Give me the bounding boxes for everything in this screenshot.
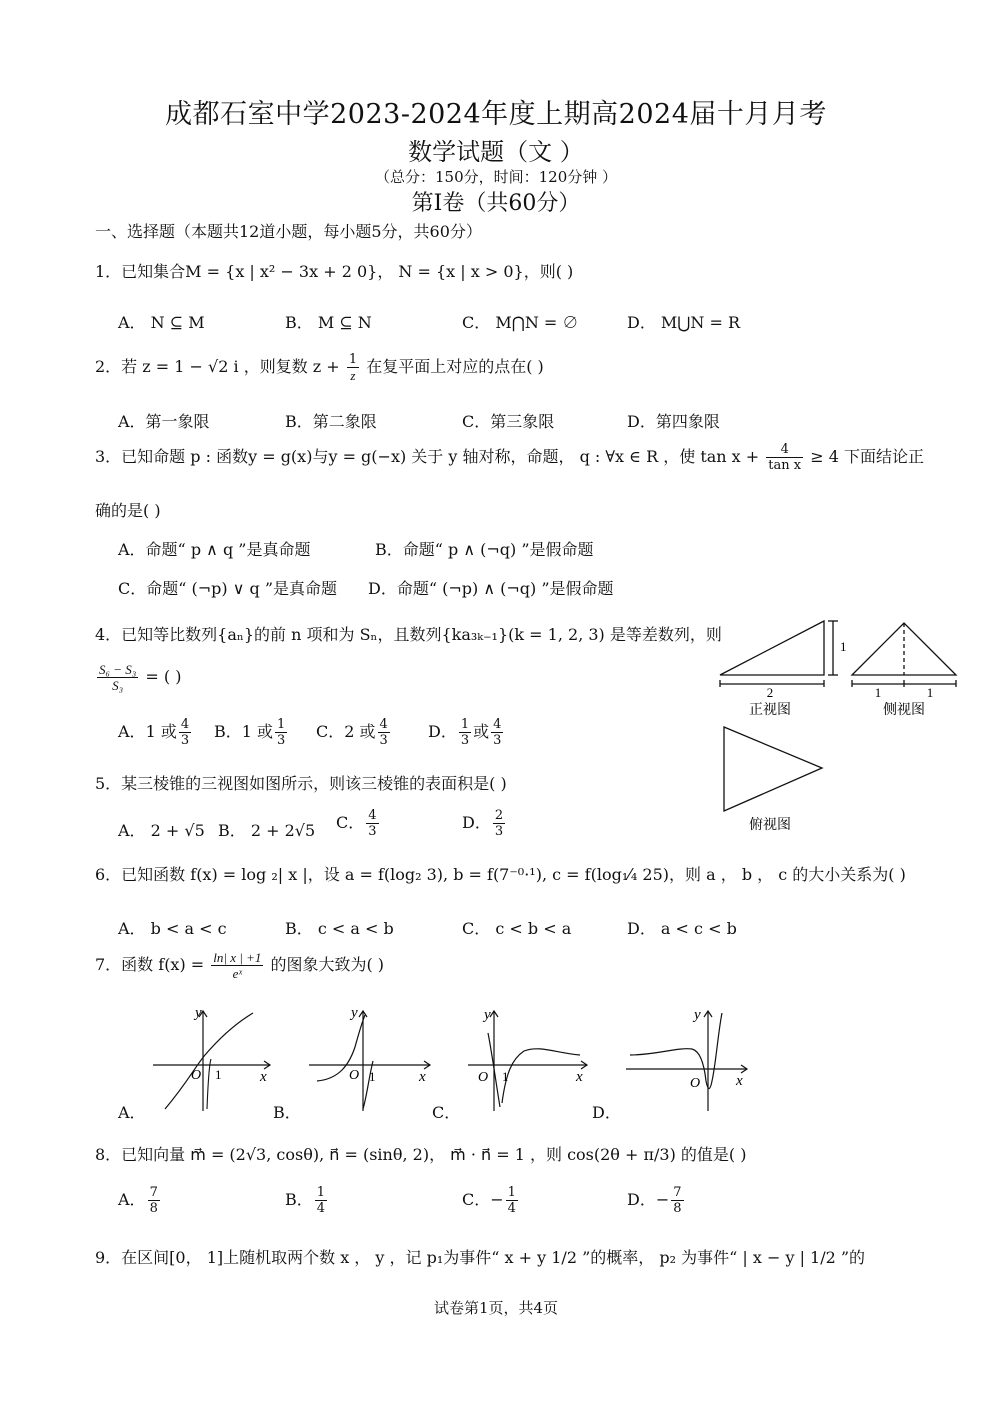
volume-heading: 第Ⅰ卷（共60分） xyxy=(411,191,581,216)
section-heading: 一、选择题（本题共12道小题，每小题5分，共60分） xyxy=(95,222,482,241)
graph-a-one: 1 xyxy=(215,1067,222,1082)
graph-c-x-label: x xyxy=(576,1069,583,1085)
exam-meta: （总分：150分，时间：120分钟 ） xyxy=(374,168,618,186)
q5-option-b: B． 2 + 2√5 xyxy=(218,821,316,840)
question-3-line2: 确的是( ) xyxy=(95,501,161,520)
graph-c-origin: O xyxy=(478,1070,489,1085)
q2-fraction: $\frac{1}{z}$ xyxy=(348,352,358,383)
q3-text-pre: 3．已知命题 p : 函数y = g(x)与y = g(−x) 关于 y 轴对称，命题， q : ∀x ∈ R ，使 tan x + xyxy=(95,447,760,466)
q4-option-b: B．1 或 $\frac{1}{3}$ xyxy=(214,717,286,748)
question-8: 8．已知向量 m⃗ = (2√3, cosθ), n⃗ = (sinθ, 2)， m⃗ · n⃗ = 1 ，则 cos(2θ + π/3) 的值是( ) xyxy=(95,1145,747,1164)
page-footer: 试卷第1页，共4页 xyxy=(433,1299,559,1317)
q7-option-d: D． xyxy=(592,1103,621,1122)
q2-option-d: D．第四象限 xyxy=(627,412,720,431)
front-dim-2: 2 xyxy=(766,685,774,700)
graph-a-origin: O xyxy=(191,1068,202,1083)
q3-text-post: ≥ 4 下面结论正 xyxy=(810,447,924,466)
q8-option-b: B． $\frac{1}{4}$ xyxy=(285,1185,326,1216)
graph-c-y-label: y xyxy=(484,1007,491,1023)
q3-option-b: B．命题“ p ∧ (¬q) ”是假命题 xyxy=(375,540,594,559)
graph-b-origin: O xyxy=(349,1068,360,1083)
q8-option-a: A． $\frac{7}{8}$ xyxy=(118,1185,158,1216)
q8-option-c: C．− $\frac{1}{4}$ xyxy=(462,1185,516,1216)
q1-option-a: A． N ⊆ M xyxy=(118,313,205,332)
question-4: 4．已知等比数列{aₙ}的前 n 项和为 Sₙ，且数列{ka₃ₖ₋₁}(k = 1, 2, 3) 是等差数列，则 xyxy=(95,625,722,644)
q5-option-d: D． $\frac{2}{3}$ xyxy=(462,808,504,839)
q7-text-post: 的图象大致为( ) xyxy=(270,955,385,974)
q7-fraction: $\frac{\ln| x | +1}{\text{eˣ}}$ xyxy=(213,950,262,981)
q7-option-b: B． xyxy=(273,1103,301,1122)
q2-option-c: C．第三象限 xyxy=(462,412,555,431)
graph-d-x-label: x xyxy=(736,1073,743,1089)
q2-option-b: B．第二象限 xyxy=(285,412,377,431)
q6-option-c: C． c < b < a xyxy=(462,919,572,938)
q3-option-a: A．命题“ p ∧ q ”是真命题 xyxy=(118,540,311,559)
top-view-label: 俯视图 xyxy=(749,818,791,833)
top-view xyxy=(724,727,822,811)
q4-text-post: = ( ) xyxy=(145,667,182,686)
q1-option-d: D． M⋃N = R xyxy=(627,313,741,332)
graph-c xyxy=(462,1003,597,1113)
side-view-label: 侧视图 xyxy=(883,703,925,718)
front-view-label: 正视图 xyxy=(749,703,791,718)
q2-option-a: A．第一象限 xyxy=(118,412,210,431)
q4-fraction: $\frac{\text{S₆ − S₃}}{\text{S₃}}$ xyxy=(99,662,137,693)
q3-fraction: $\frac{4}{\text{tan x}}$ xyxy=(768,442,802,473)
q7-text-pre: 7．函数 f(x) = xyxy=(95,955,205,974)
front-dim-height: 1 xyxy=(840,639,847,654)
graph-c-one: 1 xyxy=(502,1069,509,1084)
graph-d xyxy=(622,1003,757,1113)
q4-option-d: D． $\frac{1}{3}$ 或 $\frac{4}{3}$ xyxy=(428,717,502,748)
q5-option-c: C． $\frac{4}{3}$ xyxy=(336,808,377,839)
question-4-line2 xyxy=(95,662,181,693)
side-dim-right: 1 xyxy=(926,685,934,700)
q3-option-c: C．命题“ (¬p) ∨ q ”是真命题 xyxy=(118,579,338,598)
q1-option-c: C． M⋂N = ∅ xyxy=(462,313,579,332)
question-9: 9．在区间[0， 1]上随机取两个数 x ， y ，记 p₁为事件“ x + y 1/2 ”的概率， p₂ 为事件“ | x − y | 1/2 ”的 xyxy=(95,1248,866,1267)
graph-d-origin: O xyxy=(690,1076,701,1091)
question-5: 5．某三棱锥的三视图如图所示，则该三棱锥的表面积是( ) xyxy=(95,774,507,793)
q2-text-post: 在复平面上对应的点在( ) xyxy=(366,357,544,376)
side-dim-left: 1 xyxy=(874,685,882,700)
q1-option-b: B． M ⊆ N xyxy=(285,313,372,332)
q4-option-a: A．1 或 $\frac{4}{3}$ xyxy=(118,717,190,748)
q7-option-c: C． xyxy=(432,1103,461,1122)
graph-b-x-label: x xyxy=(419,1069,426,1085)
graph-a-y-label: y xyxy=(195,1005,202,1021)
q6-option-a: A． b < a < c xyxy=(118,919,227,938)
exam-title: 成都石室中学2023-2024年度上期高2024届十月月考 xyxy=(165,99,827,130)
q6-option-d: D． a < c < b xyxy=(627,919,737,938)
graph-b-one: 1 xyxy=(369,1069,376,1084)
exam-subtitle: 数学试题（文 ） xyxy=(408,138,584,166)
question-3 xyxy=(95,442,924,473)
graph-d-y-label: y xyxy=(694,1007,701,1023)
q6-option-b: B． c < a < b xyxy=(285,919,394,938)
graph-b xyxy=(305,1003,440,1113)
front-view xyxy=(720,621,838,687)
side-view xyxy=(852,623,956,687)
q4-option-c: C．2 或 $\frac{4}{3}$ xyxy=(316,717,388,748)
three-view-figure xyxy=(712,615,962,840)
q3-option-d: D．命题“ (¬p) ∧ (¬q) ”是假命题 xyxy=(368,579,614,598)
graph-a xyxy=(145,1003,280,1113)
question-2 xyxy=(95,352,544,383)
question-1: 1．已知集合M = {x | x² − 3x + 2 0}， N = {x | x > 0}，则( ) xyxy=(95,262,574,281)
q5-option-a: A． 2 + √5 xyxy=(118,821,205,840)
graph-a-x-label: x xyxy=(260,1069,267,1085)
question-7 xyxy=(95,950,384,981)
question-6: 6．已知函数 f(x) = log ₂| x |，设 a = f(log₂ 3), b = f(7⁻⁰·¹), c = f(log₁⁄₄ 25)，则 a ， b ， c 的大小关系为( ) xyxy=(95,865,906,884)
q2-text-pre: 2．若 z = 1 − √2 i ，则复数 z + xyxy=(95,357,340,376)
q7-option-a: A． xyxy=(118,1103,146,1122)
q8-option-d: D．− $\frac{7}{8}$ xyxy=(627,1185,682,1216)
graph-b-y-label: y xyxy=(351,1005,358,1021)
